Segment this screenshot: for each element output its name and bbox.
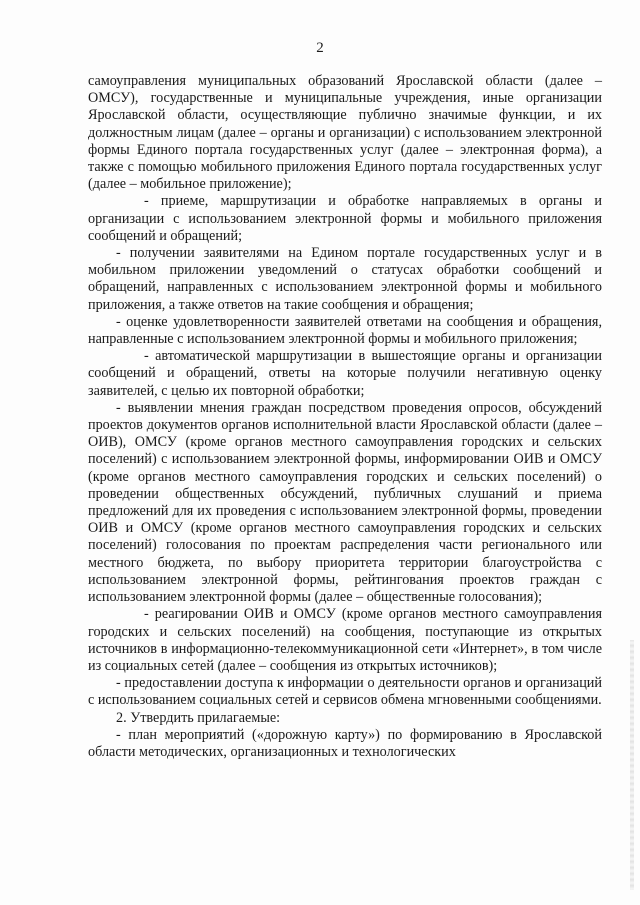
paragraph-public-opinion: - выявлении мнения граждан посредством проведения опросов, обсуждений проектов документов органов исполнительной власти Ярославской области (далее – ОИВ), ОМСУ (кроме органов местного самоуправления городских и сельских поселений) с использованием электронной формы, информировании ОИВ и ОМСУ (кроме органов местного самоуправления городских и сельских поселений) о проведении общественных обсуждений, публичных слушаний и приема предложений для их проведения с использованием электронной формы, проведении ОИВ и ОМСУ (кроме органов местного самоуправления городских и сельских поселений) голосования по проектам распределения части регионального или местного бюджета, по выбору приоритета территории благоустройства с использованием электронной формы, рейтингования проектов граждан с использованием электронной формы (далее – общественные голосования); <box>88 399 602 606</box>
paragraph-approve: 2. Утвердить прилагаемые: <box>116 709 281 726</box>
document-body <box>88 73 602 761</box>
paragraph-satisfaction: - оценке удовлетворенности заявителей ответами на сообщения и обращения, направленные с использованием электронной формы и мобильного приложения; <box>88 313 602 348</box>
paragraph-roadmap: - план мероприятий («дорожную карту») по формированию в Ярославской области методических, организационных и технологических <box>88 726 602 760</box>
paragraph-open-sources: - реагировании ОИВ и ОМСУ (кроме органов местного самоуправления городских и сельских поселений) на сообщения, поступающие из открытых источников в информационно-телекоммуникационной сети «Интернет», в том числе из социальных сетей (далее – сообщения из открытых источников); <box>88 606 602 674</box>
paragraph-information-access: - предоставлении доступа к информации о деятельности органов и организаций с использованием социальных сетей и сервисов обмена мгновенными сообщениями. <box>88 675 602 709</box>
paragraph-omsu-definitions: самоуправления муниципальных образований Ярославской области (далее – ОМСУ), государственные и муниципальные учреждения, иные организации Ярославской области, осуществляющие публично значимые функции, и их должностным лицам (далее – органы и организации) с использованием электронной формы Единого портала государственных услуг (далее – электронная форма), а также с помощью мобильного приложения Единого портала государственных услуг (далее – мобильное приложение); <box>88 73 602 193</box>
paragraph-routing: - приеме, маршрутизации и обработке направляемых в органы и организации с использованием электронной формы и мобильного приложения сообщений и обращений; <box>88 193 602 244</box>
scan-edge-artifact <box>630 640 634 890</box>
page-number: 2 <box>316 40 324 56</box>
paragraph-notifications: - получении заявителями на Едином портале государственных услуг и в мобильном приложении уведомлений о статусах обработки сообщений и обращений, направленных с использованием электронной формы и мобильного приложения, а также ответов на такие сообщения и обращения; <box>88 245 602 313</box>
paragraph-auto-routing: - автоматической маршрутизации в вышестоящие органы и организации сообщений и обращений, ответы на которые получили негативную оценку заявителей, с целью их повторной обработки; <box>88 348 602 399</box>
